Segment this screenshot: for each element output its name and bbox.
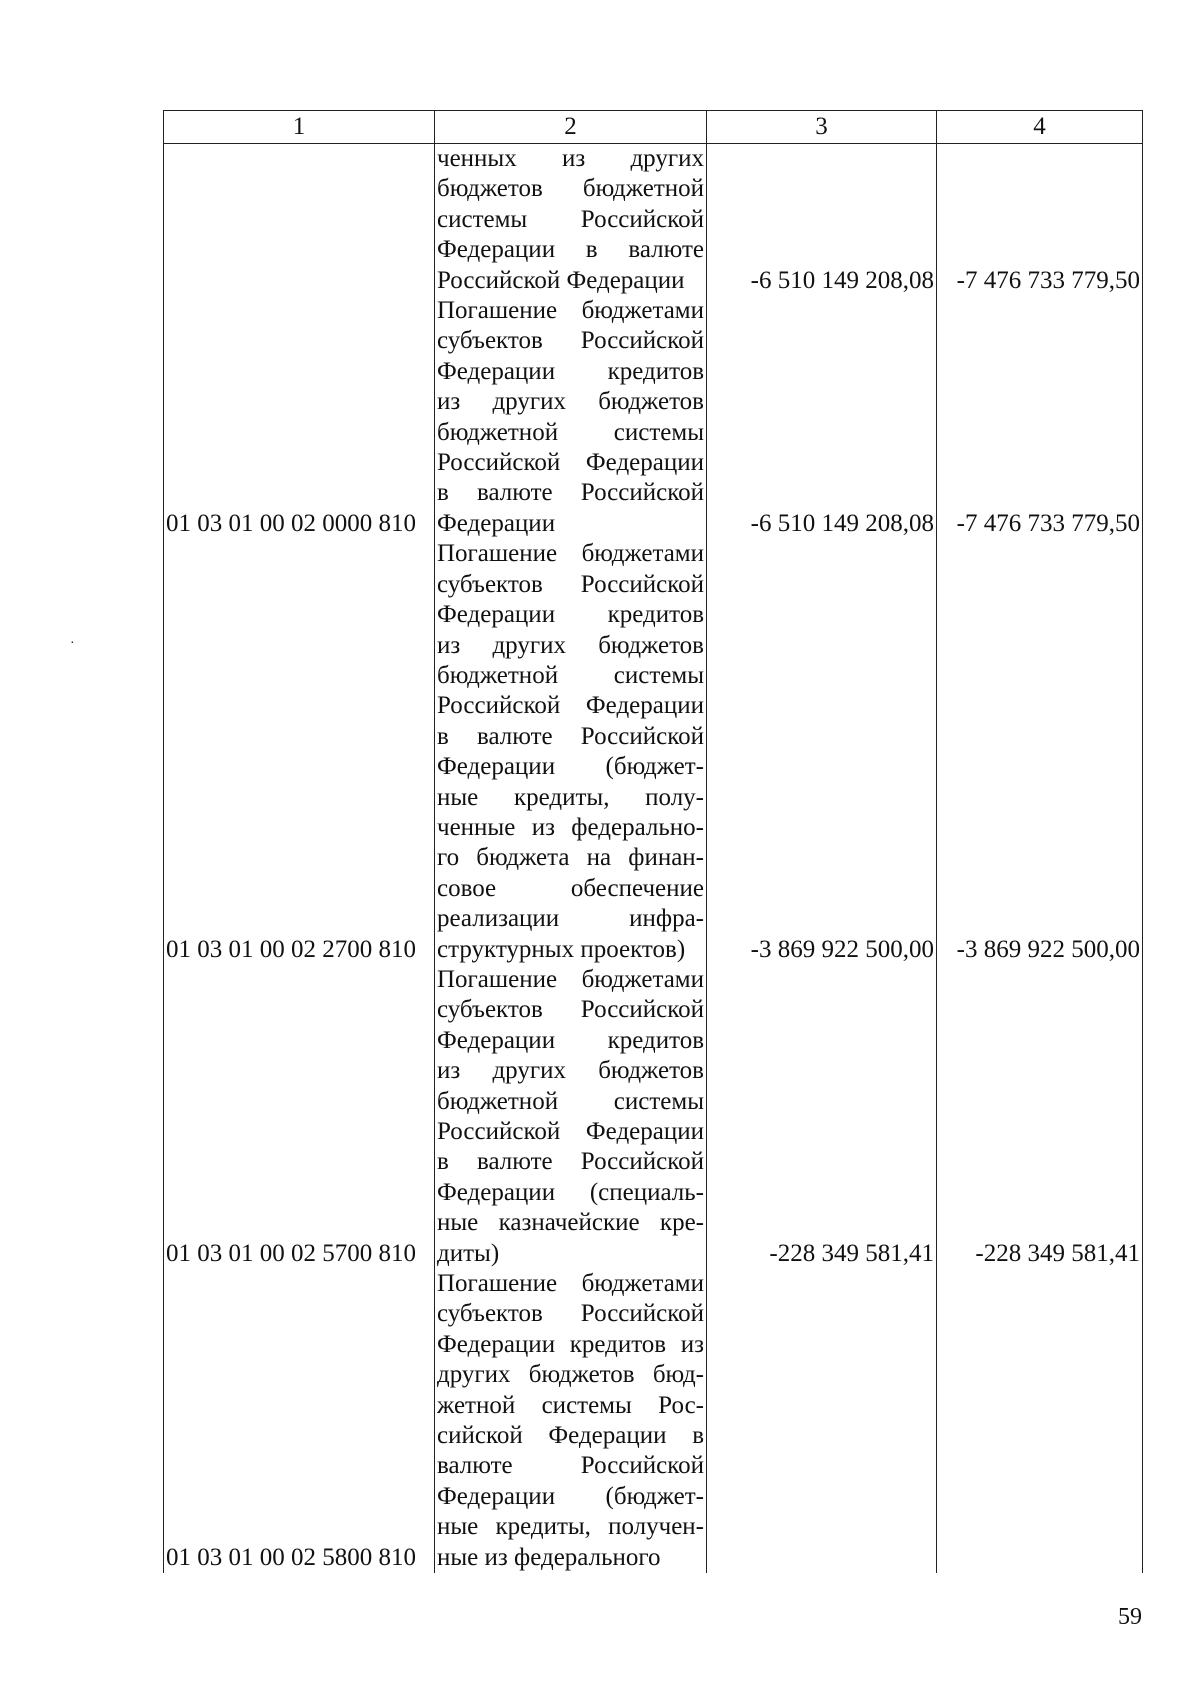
item-name-line: субъектов Российской <box>437 1300 704 1328</box>
item-name-line: ные кредиты, полу- <box>437 783 704 811</box>
item-name-line: Федерации (специаль- <box>437 1178 704 1206</box>
item-name-line: жетной системы Рос- <box>437 1391 704 1419</box>
item-name-line: из других бюджетов <box>437 631 704 659</box>
amount-col3-cell: -3 869 922 500,00 <box>707 539 937 965</box>
item-name-line: Погашение бюджетами <box>437 1270 704 1298</box>
margin-mark: · <box>70 636 75 651</box>
table-row <box>164 296 1143 539</box>
item-name-line: бюджетной системы <box>437 418 704 446</box>
item-name-line: Федерации кредитов <box>437 1026 704 1054</box>
item-name-line: Российской Федерации <box>437 449 704 477</box>
table-row <box>164 965 1143 1269</box>
table-header-row <box>164 111 1143 144</box>
item-name-line: Федерации в валюте <box>437 236 704 264</box>
table-row <box>164 539 1143 965</box>
item-name-line: бюджетов бюджетной <box>437 175 704 203</box>
amount-col3-cell: -228 349 581,41 <box>707 965 937 1269</box>
page-number: 59 <box>1118 1604 1142 1630</box>
column-header-2: 2 <box>435 111 707 144</box>
budget-code-cell <box>164 144 435 297</box>
budget-code-cell: 01 03 01 00 02 2700 810 <box>164 539 435 965</box>
item-name-line: структурных проектов) <box>437 935 686 963</box>
amount-col4-cell: -228 349 581,41 <box>937 965 1143 1269</box>
item-name-line: Погашение бюджетами <box>437 965 704 993</box>
item-name-line: в валюте Российской <box>437 722 704 750</box>
table-body <box>164 144 1143 1574</box>
item-name-cell <box>435 539 707 965</box>
amount-col4-cell: -3 869 922 500,00 <box>937 539 1143 965</box>
item-name-line: субъектов Российской <box>437 327 704 355</box>
amount-col3-cell <box>707 1269 937 1573</box>
item-name-cell <box>435 144 707 297</box>
amount-col4-cell <box>937 1269 1143 1573</box>
item-name-cell <box>435 1269 707 1573</box>
item-name-line: субъектов Российской <box>437 996 704 1024</box>
item-name-line: валюте Российской <box>437 1452 704 1480</box>
item-name-line: реализации инфра- <box>437 905 704 933</box>
item-name-line: из других бюджетов <box>437 388 704 416</box>
item-name-line: из других бюджетов <box>437 1057 704 1085</box>
item-name-line: других бюджетов бюд- <box>437 1361 704 1389</box>
item-name-line: Федерации кредитов из <box>437 1330 704 1358</box>
item-name-line: системы Российской <box>437 205 704 233</box>
item-name-line: ные казначейские кре- <box>437 1209 704 1237</box>
item-name-line: ченные из федерально- <box>437 813 704 841</box>
item-name-line: совое обеспечение <box>437 874 704 902</box>
item-name-line: Погашение бюджетами <box>437 540 704 568</box>
column-header-1: 1 <box>164 111 435 144</box>
item-name-line: Погашение бюджетами <box>437 297 704 325</box>
amount-col3-cell: -6 510 149 208,08 <box>707 144 937 297</box>
column-header-4: 4 <box>937 111 1143 144</box>
item-name-line: сийской Федерации в <box>437 1422 704 1450</box>
budget-code-cell: 01 03 01 00 02 5700 810 <box>164 965 435 1269</box>
item-name-line: Федерации <box>437 509 556 537</box>
column-header-3: 3 <box>707 111 937 144</box>
item-name-line: бюджетной системы <box>437 1087 704 1115</box>
item-name-cell <box>435 296 707 539</box>
item-name-line: ные кредиты, получен- <box>437 1513 704 1541</box>
item-name-line: Российской Федерации <box>437 692 704 720</box>
amount-col4-cell: -7 476 733 779,50 <box>937 296 1143 539</box>
item-name-line: бюджетной системы <box>437 661 704 689</box>
item-name-cell <box>435 965 707 1269</box>
item-name-line: Российской Федерации <box>437 266 685 294</box>
item-name-line: ченных из других <box>437 145 704 172</box>
budget-code-cell: 01 03 01 00 02 5800 810 <box>164 1269 435 1573</box>
item-name-line: Федерации кредитов <box>437 357 704 385</box>
item-name-line: субъектов Российской <box>437 570 704 598</box>
item-name-line: го бюджета на финан- <box>437 844 704 872</box>
table-row <box>164 1269 1143 1573</box>
item-name-line: в валюте Российской <box>437 479 704 507</box>
item-name-line: ные из федерального <box>437 1543 661 1571</box>
budget-table <box>163 110 1143 1573</box>
item-name-line: Федерации кредитов <box>437 601 704 629</box>
item-name-line: Федерации (бюджет- <box>437 753 704 781</box>
item-name-line: в валюте Российской <box>437 1148 704 1176</box>
amount-col4-cell: -7 476 733 779,50 <box>937 144 1143 297</box>
table-row <box>164 144 1143 297</box>
budget-code-cell: 01 03 01 00 02 0000 810 <box>164 296 435 539</box>
item-name-line: диты) <box>437 1239 500 1267</box>
item-name-line: Российской Федерации <box>437 1118 704 1145</box>
item-name-line: Федерации (бюджет- <box>437 1482 704 1510</box>
amount-col3-cell: -6 510 149 208,08 <box>707 296 937 539</box>
